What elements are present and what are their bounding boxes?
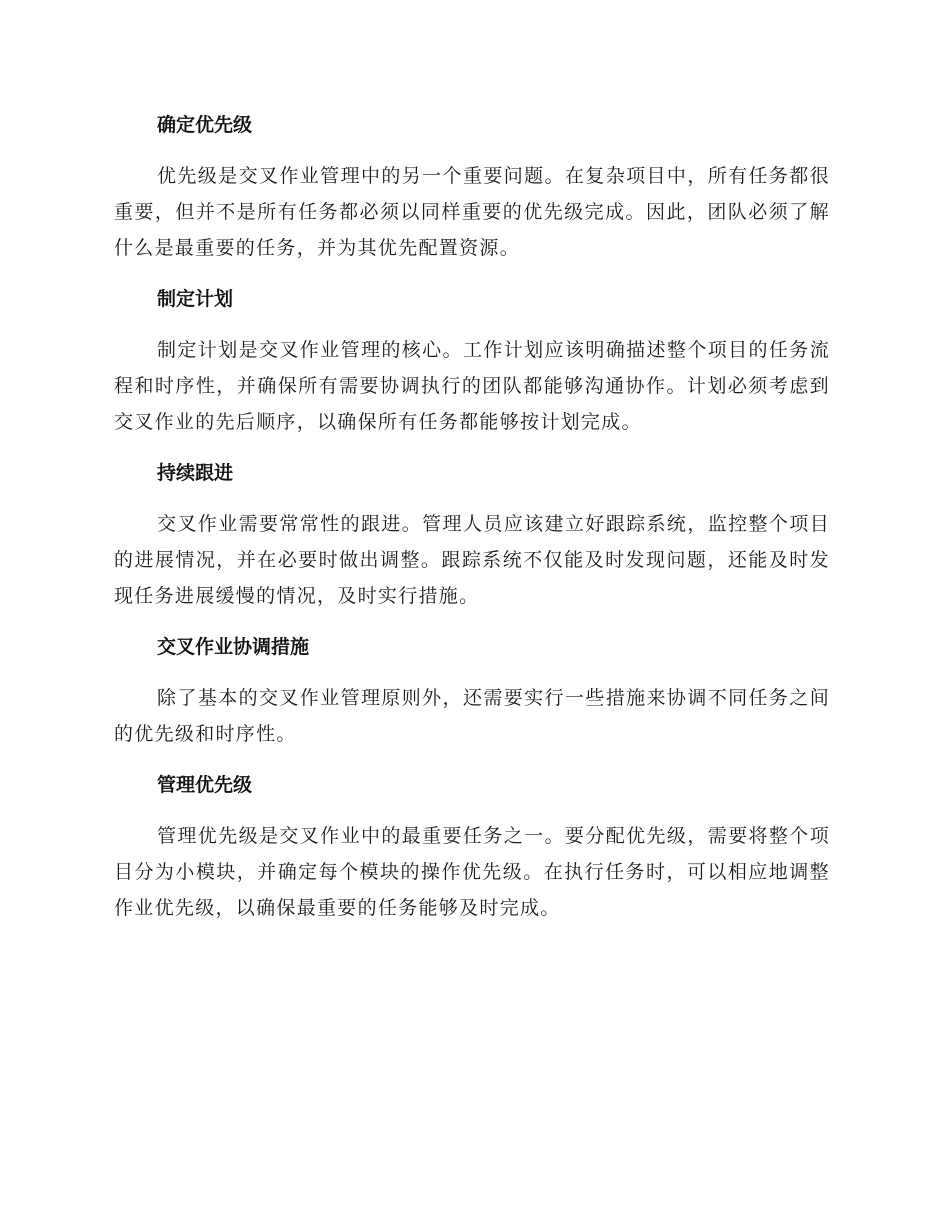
- section-paragraph: 交叉作业需要常常性的跟进。管理人员应该建立好跟踪系统，监控整个项目的进展情况，并在必要时做出调整。跟踪系统不仅能及时发现问题，还能及时发现任务进展缓慢的情况，及时实行措施。: [114, 513, 830, 607]
- section-paragraph: 制定计划是交叉作业管理的核心。工作计划应该明确描述整个项目的任务流程和时序性，并确保所有需要协调执行的团队都能够沟通协作。计划必须考虑到交叉作业的先后顺序，以确保所有任务都能够按计划完成。: [114, 339, 830, 433]
- section-priority: [114, 106, 830, 266]
- section-heading: 确定优先级: [157, 114, 253, 136]
- section-coordination: [114, 628, 830, 752]
- section-heading: 持续跟进: [157, 462, 234, 484]
- section-follow-up: [114, 454, 830, 614]
- section-paragraph: 管理优先级是交叉作业中的最重要任务之一。要分配优先级，需要将整个项目分为小模块，并确定每个模块的操作优先级。在执行任务时，可以相应地调整作业优先级，以确保最重要的任务能够及时完成。: [114, 825, 830, 919]
- section-heading: 管理优先级: [157, 774, 253, 796]
- section-heading: 制定计划: [157, 288, 234, 310]
- document-content: [114, 106, 830, 940]
- section-paragraph: 优先级是交叉作业管理中的另一个重要问题。在复杂项目中，所有任务都很重要，但并不是所有任务都必须以同样重要的优先级完成。因此，团队必须了解什么是最重要的任务，并为其优先配置资源。: [114, 165, 830, 259]
- section-paragraph: 除了基本的交叉作业管理原则外，还需要实行一些措施来协调不同任务之间的优先级和时序性。: [114, 687, 830, 745]
- section-manage-priority: [114, 766, 830, 926]
- section-heading: 交叉作业协调措施: [157, 636, 310, 658]
- section-plan: [114, 280, 830, 440]
